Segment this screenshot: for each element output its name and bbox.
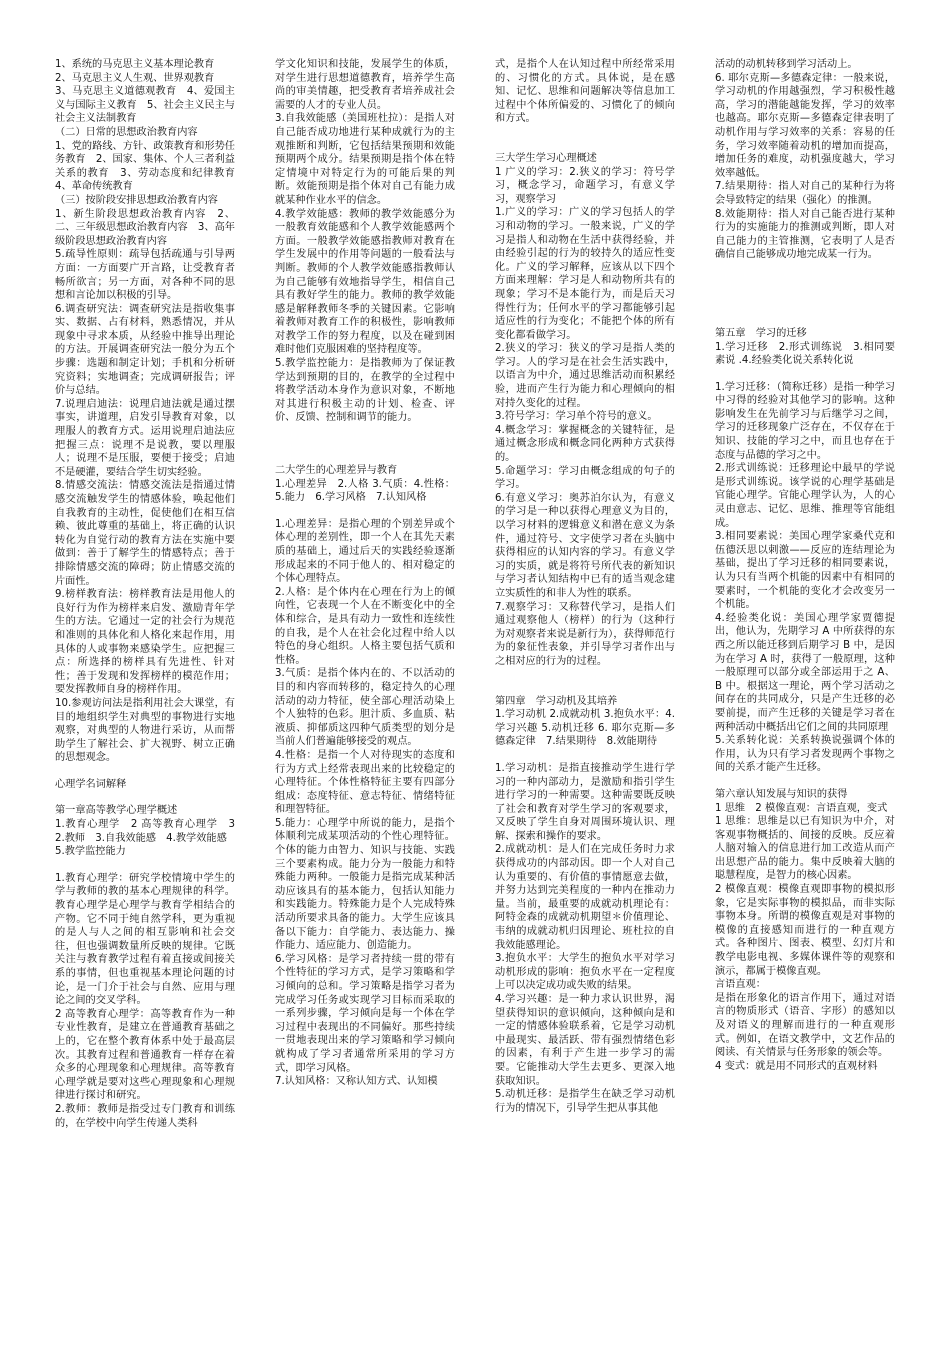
- paragraph-spacer: [495, 749, 675, 762]
- paragraph: 二大学生的心理差异与教育: [275, 465, 398, 477]
- paragraph: 7.观察学习：又称替代学习，是指人们通过观察他人（榜样）的行为（这种行为对观察者来说是新行为），获得师范行为的象征性表象，并引导学习者作出与之相对应的行为的过程。: [495, 601, 675, 667]
- paragraph: 2、马克思主义人生观、世界观教育: [55, 72, 215, 84]
- paragraph: 4.性格：是指一个人对待现实的态度和行为方式上经常表现出来的比较稳定的心理特征。个体性格特征主要有四部分组成：态度特征、意志特征、情绪特征和理智特征。: [275, 749, 455, 816]
- paragraph: 1 思维 2 模像直观：言语直观，变式: [715, 802, 888, 814]
- paragraph-spacer: [275, 505, 455, 518]
- paragraph: 第五章 学习的迁移: [715, 327, 807, 339]
- paragraph-spacer: [495, 139, 675, 152]
- paragraph: 1.学习迁移 2.形式训练说 3.相同要素说 .4.经验类化说关系转化说: [715, 341, 895, 367]
- paragraph-spacer: [715, 314, 895, 327]
- paragraph: 2.成就动机：是人们在完成任务时力求获得成功的内部动因。即一个人对自己认为重要的、有价值的事情愿意去做，并努力达到完美程度的一种内在推动力量。当前，最重要的成就动机理论有：阿特金森的成就动机期望＊价值理论、韦纳的成就动机归因理论、班杜拉的自我效能感理论。: [495, 844, 675, 951]
- paragraph: 1.广义的学习：广义的学习包括人的学习和动物的学习。一般来说，广义的学习是指人和动物在生活中获得经验，并由经验引起的行为的较持久的适应性变化。广义的学习解释，应该从以下四个方面来理解：学习是人和动物所共有的现象；学习不是本能行为，而是后天习得性行为；任何水平的学习都能够引起适应性的行为变化；不能把个体的所有变化都看做学习。: [495, 207, 675, 341]
- paragraph: 5.教学监控能力: [55, 846, 126, 858]
- paragraph: （三）按阶段安排思想政治教育内容: [55, 194, 218, 206]
- paragraph: 5.教学监控能力：是指教师为了保证教学达到预期的目的，在教学的全过程中将教学活动本身作为意识对象，不断地对其进行积极主动的计划、检查、评价、反馈、控制和调节的能力。: [275, 358, 455, 424]
- paragraph-spacer: [495, 682, 675, 695]
- paragraph-spacer: [275, 451, 455, 464]
- paragraph: 5.命题学习：学习由概念组成的句子的学习。: [495, 465, 675, 491]
- paragraph: 5.关系转化说：关系转换说强调个体的作用，认为只有学习者发现两个事物之间的关系才能产生迁移。: [715, 735, 895, 774]
- paragraph: 4.学习兴趣：是一种力求认识世界，渴望获得知识的意识倾向，这种倾向是和一定的情感体验联系着，它是学习动机中最现实、最活跃、带有强烈情绪色彩的因素，有利于产生进一步学习的需要。它能推动大学生去更多、更深入地获取知识。: [495, 994, 675, 1087]
- paragraph-spacer: [715, 368, 895, 381]
- paragraph-spacer: [715, 301, 895, 314]
- paragraph: 3.相同要素说：美国心理学家桑代克和伍德沃思以刺激——反应的连结理论为基础，提出了学习迁移的相同要素说，认为只有当两个机能的因素中有相同的要素时，一个机能的变化才会改变另一个机能。: [715, 531, 895, 611]
- paragraph: 1.心理差异：是指心理的个别差异或个体心理的差别性，即一个人在其先天素质的基础上，通过后天的实践经验逐渐形成起来的不同于他人的、相对稳定的个体心理特点。: [275, 518, 455, 585]
- paragraph: 6.有意义学习：奥苏泊尔认为，有意义的学习是一种以获得心理意义为目的，以学习材料的逻辑意义和潜在意义为条件，通过符号、文字使学习者在头脑中获得相应的认知内容的学习。有意义学习的实质，就是将符号所代表的新知识与学习者认知结构中已有的适当观念建立实质性的和非人为性的联系。: [495, 492, 675, 599]
- paragraph: 4 变式：就是用不同形式的直观材料: [715, 1060, 878, 1072]
- paragraph: 式，是指个人在认知过程中所经常采用的、习惯化的方式。具体说，是在感知、记忆、思维和问题解决等信息加工过程中个体所偏爱的、习惯化了的倾向和方式。: [495, 59, 675, 125]
- paragraph: 1 广义的学习：2.狭义的学习：符号学习，概念学习，命题学习，有意义学习，观察学习: [495, 166, 675, 205]
- paragraph: 活动的动机转移到学习活动上。: [715, 59, 858, 70]
- paragraph: 2.人格：是个体内在心理在行为上的倾向性，它表现一个人在不断变化中的全体和综合，是具有动力一致性和连续性的自我，是个人在社会化过程中给人以特色的身心组织。人格主要包括气质和性格。: [275, 586, 455, 666]
- paragraph: 第四章 学习动机及其培养: [495, 695, 618, 707]
- paragraph: 1 思维：思维是以已有知识为中介，对客观事物概括的、间接的反映。反应着人脑对输入的信息进行加工改造从而产出思想产品的能力。集中反映着大脑的聪慧程度，是智力的核心因素。: [715, 816, 895, 882]
- text-column-2: [275, 58, 455, 1328]
- paragraph: 1、系统的马克思主义基本理论教育: [55, 59, 215, 70]
- paragraph: 2.形式训练说：迁移理论中最早的学说是形式训练说。该学说的心理学基础是官能心理学。官能心理学认为，人的心灵由意志、记忆、思维、推理等官能组成。: [715, 463, 895, 529]
- paragraph: 7.认知风格：又称认知方式、认知模: [275, 1076, 438, 1088]
- paragraph: 1.学习迁移：（简称迁移）是指一种学习中习得的经验对其他学习的影响。这种影响发生在先前学习与后继学习之间，学习的迁移现象广泛存在，不仅存在于知识、技能的学习之中，而且也存在于态度与品德的学习之中。: [715, 381, 895, 461]
- paragraph: 3.符号学习：学习单个符号的意义。: [495, 411, 658, 423]
- paragraph: 第六章认知发展与知识的获得: [715, 788, 848, 800]
- paragraph: 3.抱负水平：大学生的抱负水平对学习动机形成的影响：抱负水平在一定程度上可以决定成功或失败的结果。: [495, 953, 675, 992]
- paragraph-spacer: [715, 275, 895, 288]
- text-column-4: [715, 58, 895, 1328]
- paragraph: 5.疏导性原则：疏导包括疏通与引导两方面：一方面要广开言路，让受教育者畅所欲言；另一方面，对各种不同的思想和言论加以积极的引导。: [55, 249, 235, 302]
- document-page: [55, 58, 895, 1328]
- paragraph: 6. 耶尔克斯—多德森定律：一般来说，学习动机的作用越强烈，学习积极性越高，学习的潜能越能发挥，学习的效率也越高。耶尔克斯—多德森定律表明了动机作用与学习效率的关系：容易的任务，学习效率随着动机的增加而提高，增加任务的难度，动机强度越大，学习效率越低。: [715, 72, 895, 179]
- paragraph: 1.教育心理学：研究学校情境中学生的学与教师的教的基本心理规律的科学。教育心理学是心理学与教育学相结合的产物。它不同于纯自然学科，更为重视的是人与人之间的相互影响和社会交往，但也强调数量所反映的规律。它既关注与教育教学过程有着直接或间接关系的事情，但也重视基本理论问题的讨论，是一门介于社会与自然、应用与理论之间的交叉学科。: [55, 872, 235, 1007]
- paragraph: （二）日常的思想政治教育内容: [55, 126, 198, 138]
- paragraph-spacer: [715, 775, 895, 788]
- paragraph: 9.榜样教育法：榜样教育法是用他人的良好行为作为榜样来启发、激励青年学生的方法。它通过一定的社会行为规范和准则的具体化和人格化来起作用，用具体的人或事物来感染学生。应把握三点：所选择的榜样具有先进性、针对性；善于发现和发挥榜样的模范作用；要发挥教师自身的榜样作用。: [55, 589, 235, 696]
- text-column-3: [495, 58, 675, 1328]
- paragraph: 6.调查研究法：调查研究法是指收集事实、数据、占有材料，熟悉情况，并从现象中寻求本质，从经验中推导出理论的方法。开展调查研究法一般分为五个步骤：选题和制定计划；手机和分析研究资料；实地调查；完成调研报告；评价与总结。: [55, 303, 235, 397]
- paragraph: 第一章高等教学心理学概述: [55, 805, 178, 817]
- paragraph: 4.教学效能感：教师的教学效能感分为一般教育效能感和个人教学效能感两个方面。一般教学效能感指教师对教育在学生发展中的作用等问题的一般看法与判断。教师的个人教学效能感指教师认为自己能够有效地指导学生，相信自己具有教好学生的能力。教师的教学效能感是解释教师冬季的关键因素。它影响着教师对教育工作的积极性，影响教师对教学工作的努力程度，以及在碰到困难时他们克服困难的坚持程度等。: [275, 208, 455, 356]
- paragraph: 1.教育心理学 2 高等教育心理学 3 2.教师 3.自我效能感 4.教学效能感: [55, 819, 239, 844]
- paragraph: 7.结果期待：指人对自己的某种行为将会导致特定的结果（强化）的推测。: [715, 181, 895, 206]
- paragraph-spacer: [275, 425, 455, 438]
- paragraph-spacer: [715, 288, 895, 301]
- paragraph: 心理学名词解释: [55, 778, 127, 790]
- paragraph: 1、党的路线、方针、政策教育和形势任务教育 2、国家、集体、个人三者利益关系的教育 3、劳动态度和纪律教育 4、革命传统教育: [55, 140, 246, 193]
- paragraph-spacer: [495, 669, 675, 682]
- paragraph: 是指在形象化的语言作用下，通过对语言的物质形式（语音、字形）的感知以及对语义的理解而进行的一种直观形式。例如，在语文教学中，文艺作品的阅读、有关情景与任务形象的领会等。: [715, 992, 895, 1059]
- paragraph: 2.狭义的学习：狭义的学习是指人类的学习。人的学习是在社会生活实践中，以语言为中介，通过思维活动而积累经验，进而产生行为能力和心理倾向的相对持久变化的过程。: [495, 343, 675, 409]
- paragraph-spacer: [55, 859, 235, 872]
- paragraph: 学文化知识和技能，发展学生的体质，对学生进行思想道德教育，培养学生高尚的审美情趣，把受教育者培养成社会需要的人才的专业人员。: [275, 59, 455, 111]
- text-column-1: [55, 58, 246, 1328]
- paragraph: 言语直观：: [715, 979, 766, 991]
- paragraph: 2.教师：教师是指受过专门教育和训练的，在学校中向学生传递人类科: [55, 1103, 235, 1129]
- paragraph: 3.自我效能感（美国班杜拉）：是指人对自己能否成功地进行某种成就行为的主观推断和判断，它包括结果预期和效能预期两个成分。结果预期是指个体在特定情境中对特定行为的可能后果的判断。效能预期是指个体对自己有能力成就某种作业水平的信念。: [275, 113, 455, 206]
- paragraph: 2 模像直观：模像直观即事物的模拟形象，它是实际事物的模拟品，而非实际事物本身。所谓的模像直观是对事物的模像的直接感知而进行的一种直观方式。各种图片、图表、模型、幻灯片和教学电影电视、多媒体课件等的观察和演示，都属于模像直观。: [715, 884, 895, 977]
- paragraph-spacer: [55, 791, 235, 804]
- paragraph: 6.学习风格：是学习者持续一贯的带有个性特征的学习方式，是学习策略和学习倾向的总和。学习策略是指学习者为完成学习任务或实现学习目标而采取的一系列步骤，学习倾向是每一个体在学习过程中表现出的不同偏好。那些持续一贯地表现出来的学习策略和学习倾向就构成了学习者通常所采用的学习方式，即学习风格。: [275, 953, 455, 1074]
- paragraph-spacer: [495, 126, 675, 139]
- paragraph: 2 高等教育心理学：高等教育作为一种专业性教育，是建立在普通教育基础之上的，它在整个教育体系中处于最高层次。其教育过程和普通教育一样存在着众多的心理现象和心理规律。高等教育心理学就是要对这些心理现象和心理规律进行探讨和研究。: [55, 1008, 235, 1102]
- paragraph: 4.经验类化说：美国心理学家贾德提出，他认为，先期学习 A 中所获得的东西之所以能迁移到后期学习 B 中，是因为在学习 A 时，获得了一般原理，这种一般原理可以部分或全部运用于之 A、B 中。根据这一理论，两个学习活动之间存在的共同成分，只是产生迁移的必要前提，而产生迁移的关键是学习者在两种活动中概括出它们之间的共同原理: [715, 612, 895, 733]
- paragraph: 7.说理启迪法：说理启迪法就是通过摆事实，讲道理，启发引导教育对象，以理服人的教育方式。运用说理启迪法应把握三点：说理不是说教，要以理服人；说理不是压服，要便于接受；启迪不是硬灌，要结合学生切实经验。: [55, 398, 235, 478]
- paragraph-spacer: [275, 438, 455, 451]
- paragraph: 8.情感交流法：情感交流法是指通过情感交流触发学生的情感体验，唤起他们自我教育的主动性，促使他们在相互信赖、彼此尊重的基础上，将正确的认识转化为自觉行动的教育方法在实施中要做到：善于了解学生的情感特点；善于排除情感交流的障碍；防止情感交流的片面性。: [55, 480, 235, 587]
- paragraph: 三大学生学习心理概述: [495, 152, 597, 164]
- paragraph: 10.参观访问法是指利用社会大课堂，有目的地组织学生对典型的事物进行实地观察，对典型的人物进行采访，从而帮助学生了解社会、扩大视野、树立正确的思想观念。: [55, 697, 235, 764]
- paragraph: 1.学习动机：是指直接推动学生进行学习的一种内部动力，是激励和指引学生进行学习的一种需要。这种需要既反映了社会和教育对学生学习的客观要求，又反映了学生自身对周围环境认识、理解、探索和操作的要求。: [495, 762, 675, 842]
- paragraph-spacer: [715, 262, 895, 275]
- paragraph: 8.效能期待：指人对自己能否进行某种行为的实施能力的推测或判断，即人对自己能力的主管推测，它表明了人是否确信自己能够成功地完成某一行为。: [715, 208, 895, 261]
- paragraph: 4.概念学习：掌握概念的关键特征，是通过概念形成和概念同化两种方式获得的。: [495, 424, 675, 464]
- paragraph: 1.心理差异 2.人格 3.气质：4.性格：5.能力 6.学习风格 7.认知风格: [275, 478, 455, 504]
- paragraph: 3.气质：是指个体内在的、不以活动的目的和内容而转移的，稳定持久的心理活动的动力特征，使全部心理活动染上个人独特的色彩。胆汁质、多血质、粘液质、抑郁质这四种气质类型的划分是当前人们普遍能够接受的观点。: [275, 668, 455, 748]
- paragraph: 5.动机迁移：是指学生在缺乏学习动机行为的情况下，引导学生把从事其他: [495, 1089, 675, 1114]
- paragraph: 5.能力：心理学中所说的能力，是指个体顺利完成某项活动的个性心理特征。个体的能力由智力、知识与技能、实践三个要素构成。能力分为一般能力和特殊能力两种。一般能力是指完成某种活动应该具有的基本能力，包括认知能力和实践能力。特殊能力是个人完成特殊活动所要求具备的能力。大学生应该具备以下能力：自学能力、表达能力、操作能力、适应能力、创造能力。: [275, 817, 455, 952]
- paragraph: 1.学习动机 2.成就动机 3.抱负水平：4.学习兴趣 5.动机迁移 6. 耶尔克斯—多德森定律 7.结果期待 8.效能期待: [495, 709, 675, 748]
- paragraph: 3、马克思主义道德观教育 4、爱国主义与国际主义教育 5、社会主义民主与社会主义法制教育: [55, 86, 235, 125]
- paragraph: 1、新生阶段思想政治教育内容 2、二、三年级思想政治教育内容 3、高年级阶段思想政治教育内容: [55, 208, 235, 247]
- paragraph-spacer: [55, 765, 235, 778]
